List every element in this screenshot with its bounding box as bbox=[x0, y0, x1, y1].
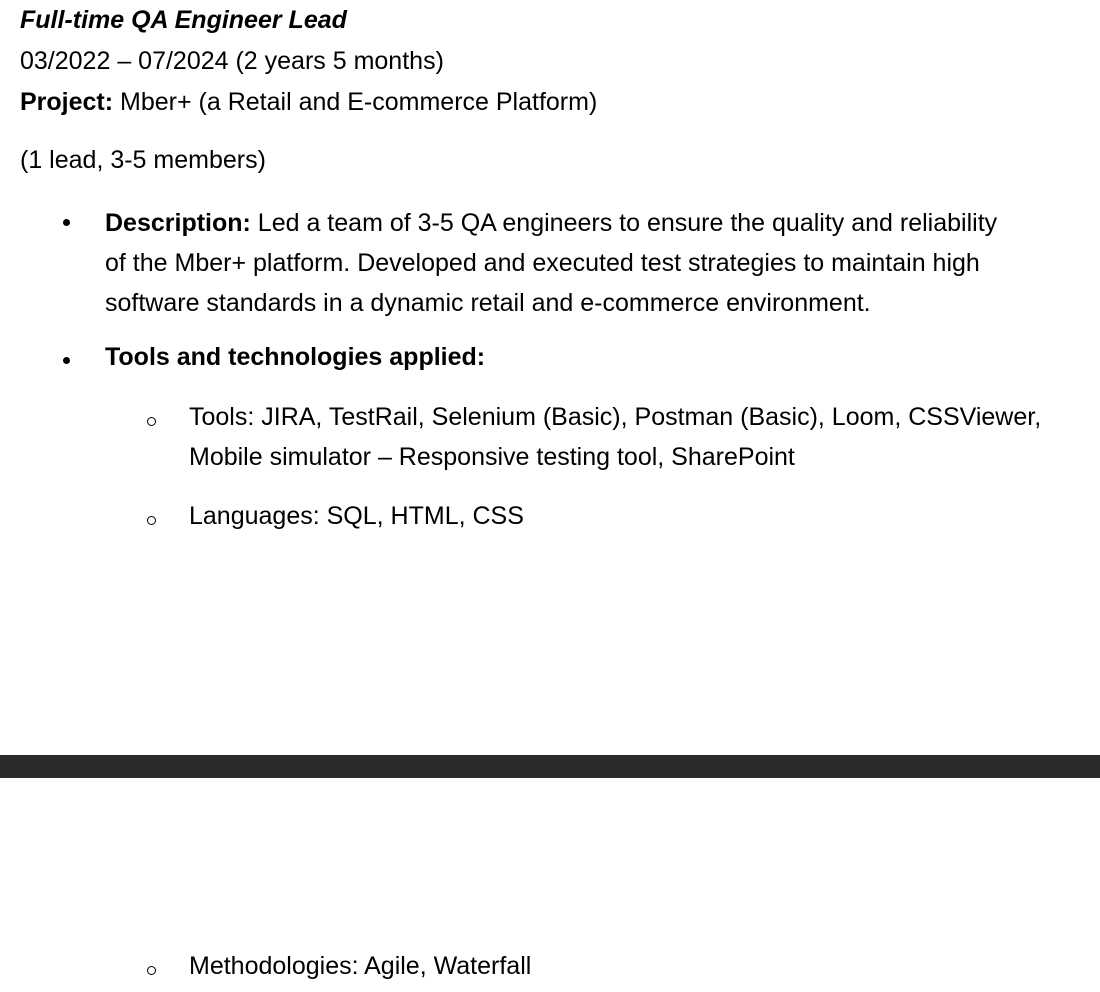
methodologies-item bbox=[189, 946, 1099, 986]
bullet-dot-tools bbox=[63, 357, 70, 364]
description-line-1 bbox=[105, 203, 1095, 243]
description-line-3: software standards in a dynamic retail and e-commerce environment. bbox=[105, 289, 871, 317]
tools-line-1: Tools: JIRA, TestRail, Selenium (Basic), Postman (Basic), Loom, CSSViewer, bbox=[189, 403, 1042, 431]
methodologies-text: Methodologies: Agile, Waterfall bbox=[189, 952, 532, 980]
bullet-dot-description bbox=[63, 219, 70, 226]
team-size: (1 lead, 3-5 members) bbox=[20, 146, 266, 174]
project-line bbox=[20, 87, 597, 117]
tools-line-2: Mobile simulator – Responsive testing tool, SharePoint bbox=[189, 443, 795, 471]
sub-bullet-methodologies bbox=[147, 966, 156, 975]
description-label: Description: bbox=[105, 209, 251, 237]
description-paragraph bbox=[105, 203, 1095, 323]
description-text-1: Led a team of 3-5 QA engineers to ensure the quality and reliability bbox=[250, 209, 998, 237]
tools-heading: Tools and technologies applied: bbox=[105, 343, 486, 371]
sub-bullet-languages bbox=[147, 516, 156, 525]
job-title: Full-time QA Engineer Lead bbox=[20, 6, 347, 34]
description-line-2: of the Mber+ platform. Developed and executed test strategies to maintain high bbox=[105, 249, 980, 277]
page-break-divider bbox=[0, 755, 1100, 778]
tools-list bbox=[189, 397, 1099, 477]
project-value: Mber+ (a Retail and E-commerce Platform) bbox=[113, 88, 598, 116]
languages-item bbox=[189, 496, 1099, 536]
sub-bullet-tools bbox=[147, 417, 156, 426]
employment-dates: 03/2022 – 07/2024 (2 years 5 months) bbox=[20, 47, 444, 75]
project-label: Project: bbox=[20, 88, 114, 116]
languages-text: Languages: SQL, HTML, CSS bbox=[189, 502, 524, 530]
